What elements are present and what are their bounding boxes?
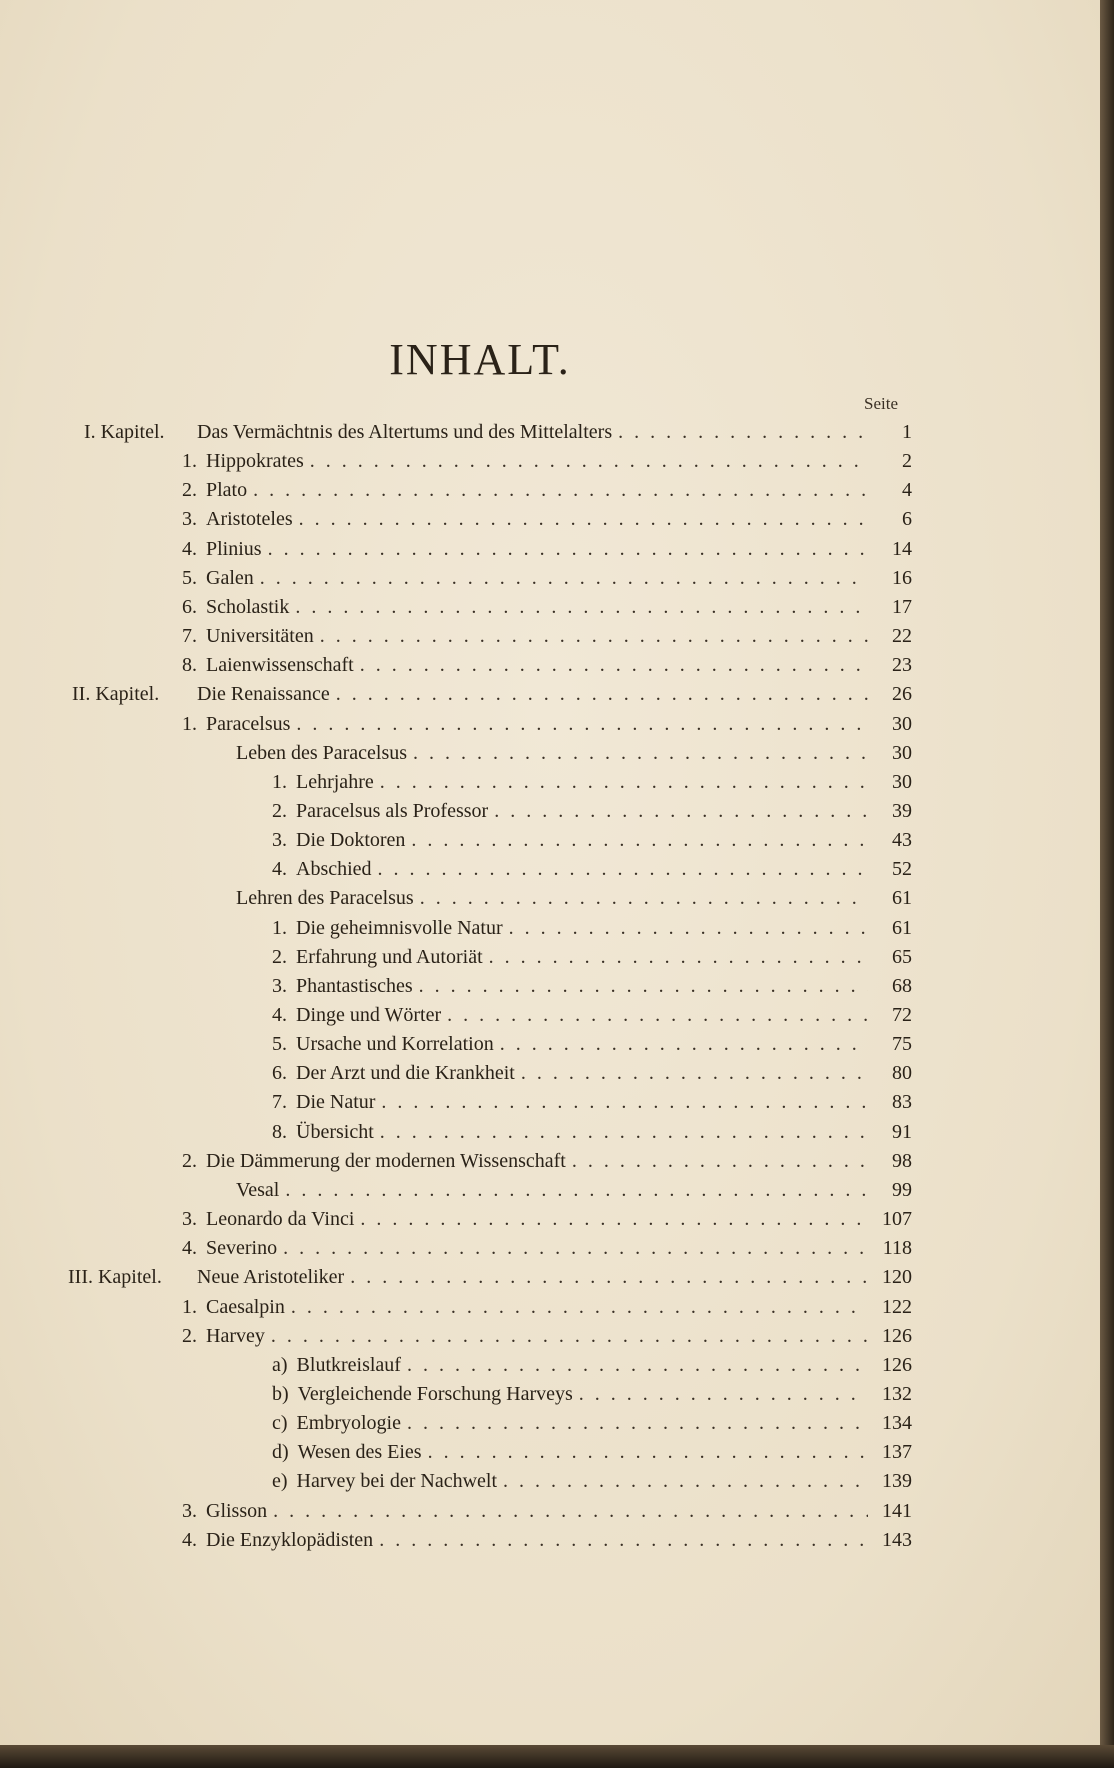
toc-entry[interactable]	[272, 1409, 912, 1437]
toc-entry[interactable]	[182, 476, 912, 504]
toc-entry[interactable]	[182, 1526, 912, 1554]
toc-entry-label: Der Arzt und die Krankheit	[296, 1062, 515, 1084]
toc-entry-label: Aristoteles	[206, 508, 293, 530]
toc-leader-dots	[350, 1263, 868, 1291]
toc-entry-number: 4.	[182, 1529, 197, 1551]
toc-leader-dots	[360, 651, 868, 679]
toc-leader-dots	[273, 1497, 868, 1525]
toc-entry[interactable]	[272, 826, 912, 854]
toc-entry-label: Vesal	[236, 1179, 280, 1201]
toc-entry[interactable]	[182, 447, 912, 475]
toc-leader-dots	[271, 1322, 868, 1350]
toc-leader-dots	[509, 914, 868, 942]
toc-entry-label: Die geheimnisvolle Natur	[296, 917, 503, 939]
toc-entry-number: 1.	[182, 1296, 197, 1318]
toc-entry-label: Paracelsus als Professor	[296, 800, 489, 822]
toc-page-number: 65	[892, 946, 912, 968]
toc-page-number: 80	[892, 1062, 912, 1084]
toc-entry-number: 4.	[272, 1004, 287, 1026]
toc-leader-dots	[618, 418, 868, 446]
toc-entry[interactable]	[182, 1497, 912, 1525]
toc-entry[interactable]	[197, 680, 912, 708]
toc-entry[interactable]	[182, 710, 912, 738]
toc-entry[interactable]	[272, 943, 912, 971]
toc-leader-dots	[413, 739, 868, 767]
toc-leader-dots	[285, 1176, 868, 1204]
toc-entry-label: Die Natur	[296, 1091, 376, 1113]
toc-page-number: 91	[892, 1121, 912, 1143]
toc-entry-label: Die Renaissance	[197, 683, 330, 705]
toc-entry[interactable]	[182, 1293, 912, 1321]
toc-entry[interactable]	[182, 593, 912, 621]
toc-entry[interactable]	[182, 1234, 912, 1262]
toc-entry-number: c)	[272, 1412, 288, 1434]
toc-leader-dots	[428, 1438, 868, 1466]
toc-entry[interactable]	[182, 1322, 912, 1350]
toc-entry-label: Dinge und Wörter	[296, 1004, 442, 1026]
toc-page-number: 61	[892, 917, 912, 939]
toc-leader-dots	[295, 593, 868, 621]
chapter-heading: II. Kapitel.	[72, 683, 160, 705]
toc-entry-number: 3.	[182, 1208, 197, 1230]
toc-entry[interactable]	[236, 1176, 912, 1204]
toc-entry-number: 3.	[182, 508, 197, 530]
toc-page-number: 141	[882, 1500, 912, 1522]
toc-page-number: 17	[892, 596, 912, 618]
toc-page-number: 137	[882, 1441, 912, 1463]
toc-page-number: 61	[892, 887, 912, 909]
toc-entry-number: 4.	[182, 538, 197, 560]
toc-entry-label: Phantastisches	[296, 975, 413, 997]
toc-leader-dots	[310, 447, 868, 475]
toc-entry-label: Caesalpin	[206, 1296, 285, 1318]
toc-entry-label: Ursache und Korrelation	[296, 1033, 494, 1055]
toc-page-number: 134	[882, 1412, 912, 1434]
toc-entry-label: Wesen des Eies	[297, 1441, 422, 1463]
toc-entry[interactable]	[272, 1001, 912, 1029]
page-column-header: Seite	[864, 394, 898, 413]
toc-entry-number: 2.	[182, 1150, 197, 1172]
toc-leader-dots	[420, 884, 868, 912]
chapter-heading: I. Kapitel.	[84, 421, 165, 443]
toc-page-number: 118	[882, 1237, 912, 1259]
toc-entry-label: Übersicht	[296, 1121, 374, 1143]
toc-entry-number: 2.	[272, 800, 287, 822]
toc-entry[interactable]	[197, 1263, 912, 1291]
toc-entry-label: Plinius	[206, 538, 262, 560]
toc-entry-label: Paracelsus	[206, 713, 291, 735]
toc-leader-dots	[299, 505, 868, 533]
toc-entry-number: b)	[272, 1383, 289, 1405]
page-edge-bottom	[0, 1745, 1114, 1768]
toc-entry-number: a)	[272, 1354, 288, 1376]
toc-entry-number: 4.	[272, 858, 287, 880]
toc-page-number: 39	[892, 800, 912, 822]
toc-leader-dots	[407, 1409, 868, 1437]
toc-entry-label: Vergleichende Forschung Harveys	[297, 1383, 573, 1405]
toc-entry-number: d)	[272, 1441, 289, 1463]
toc-entry[interactable]	[272, 1059, 912, 1087]
toc-entry-number: 3.	[182, 1500, 197, 1522]
toc-entry-label: Universitäten	[206, 625, 314, 647]
toc-entry-number: e)	[272, 1470, 288, 1492]
toc-entry-number: 1.	[272, 771, 287, 793]
toc-entry-label: Leben des Paracelsus	[236, 742, 408, 764]
toc-page-number: 139	[882, 1470, 912, 1492]
toc-leader-dots	[360, 1205, 868, 1233]
toc-page-number: 16	[892, 567, 912, 589]
toc-leader-dots	[378, 855, 868, 883]
toc-leader-dots	[291, 1293, 868, 1321]
toc-page-number: 120	[882, 1266, 912, 1288]
toc-leader-dots	[494, 797, 868, 825]
toc-entry[interactable]	[236, 884, 912, 912]
toc-entry[interactable]	[272, 1380, 912, 1408]
toc-entry-number: 5.	[182, 567, 197, 589]
toc-entry[interactable]	[272, 768, 912, 796]
toc-page-number: 43	[892, 829, 912, 851]
toc-entry-number: 1.	[182, 450, 197, 472]
toc-page-number: 26	[892, 683, 912, 705]
toc-page-number: 107	[882, 1208, 912, 1230]
toc-page-number: 6	[902, 508, 912, 530]
toc-page-number: 99	[892, 1179, 912, 1201]
page-title: INHALT.	[389, 335, 571, 384]
toc-entry-label: Leonardo da Vinci	[206, 1208, 355, 1230]
toc-entry[interactable]	[272, 1118, 912, 1146]
toc-entry-number: 8.	[272, 1121, 287, 1143]
toc-entry[interactable]	[182, 1205, 912, 1233]
toc-entry-label: Blutkreislauf	[296, 1354, 401, 1376]
toc-leader-dots	[447, 1001, 868, 1029]
toc-entry[interactable]	[272, 1438, 912, 1466]
toc-entry[interactable]	[182, 564, 912, 592]
toc-entry[interactable]	[272, 797, 912, 825]
toc-entry-label: Erfahrung und Autoriät	[296, 946, 483, 968]
toc-entry[interactable]	[272, 855, 912, 883]
toc-page-number: 22	[892, 625, 912, 647]
toc-leader-dots	[283, 1234, 868, 1262]
page-edge-right	[1100, 0, 1114, 1768]
toc-entry-label: Harvey bei der Nachwelt	[296, 1470, 498, 1492]
toc-entry[interactable]	[197, 418, 912, 446]
toc-page-number: 4	[902, 479, 912, 501]
toc-entry[interactable]	[272, 914, 912, 942]
toc-entry-number: 2.	[182, 1325, 197, 1347]
toc-entry-label: Abschied	[296, 858, 372, 880]
toc-entry-label: Die Enzyklopädisten	[206, 1529, 374, 1551]
toc-entry-label: Harvey	[206, 1325, 265, 1347]
toc-entry-number: 1.	[272, 917, 287, 939]
toc-page-number: 126	[882, 1325, 912, 1347]
toc-leader-dots	[381, 1088, 868, 1116]
toc-page-number: 1	[902, 421, 912, 443]
toc-entry-number: 7.	[182, 625, 197, 647]
toc-entry-label: Die Dämmerung der modernen Wissenschaft	[206, 1150, 566, 1172]
toc-page-number: 30	[892, 713, 912, 735]
toc-entry-label: Lehrjahre	[296, 771, 374, 793]
toc-page-number: 83	[892, 1091, 912, 1113]
toc-entry-label: Neue Aristoteliker	[197, 1266, 345, 1288]
toc-entry[interactable]	[236, 739, 912, 767]
toc-entry-label: Embryologie	[296, 1412, 401, 1434]
toc-entry[interactable]	[272, 1351, 912, 1379]
toc-leader-dots	[579, 1380, 868, 1408]
toc-leader-dots	[500, 1030, 868, 1058]
toc-entry-label: Laienwissenschaft	[206, 654, 354, 676]
toc-entry-number: 4.	[182, 1237, 197, 1259]
toc-leader-dots	[260, 564, 868, 592]
toc-page-number: 75	[892, 1033, 912, 1055]
toc-page-number: 23	[892, 654, 912, 676]
toc-page-number: 30	[892, 771, 912, 793]
toc-entry[interactable]	[272, 1088, 912, 1116]
toc-entry-label: Galen	[206, 567, 254, 589]
toc-entry[interactable]	[182, 535, 912, 563]
toc-page-number: 68	[892, 975, 912, 997]
toc-leader-dots	[296, 710, 868, 738]
toc-entry-label: Das Vermächtnis des Altertums und des Mittelalters	[197, 421, 613, 443]
toc-entry-label: Plato	[206, 479, 248, 501]
toc-page-number: 98	[892, 1150, 912, 1172]
toc-leader-dots	[379, 1526, 868, 1554]
toc-entry-number: 2.	[182, 479, 197, 501]
toc-entry[interactable]	[182, 1147, 912, 1175]
toc-entry[interactable]	[272, 1030, 912, 1058]
toc-entry[interactable]	[272, 972, 912, 1000]
toc-leader-dots	[336, 680, 868, 708]
toc-entry-number: 6.	[272, 1062, 287, 1084]
toc-page-number: 132	[882, 1383, 912, 1405]
toc-leader-dots	[489, 943, 868, 971]
toc-leader-dots	[419, 972, 868, 1000]
toc-entry[interactable]	[182, 651, 912, 679]
toc-entry-label: Hippokrates	[206, 450, 304, 472]
toc-leader-dots	[411, 826, 868, 854]
toc-leader-dots	[521, 1059, 868, 1087]
toc-leader-dots	[380, 768, 868, 796]
toc-page-number: 30	[892, 742, 912, 764]
toc-entry-number: 6.	[182, 596, 197, 618]
chapter-heading: III. Kapitel.	[68, 1266, 162, 1288]
toc-entry-label: Severino	[206, 1237, 278, 1259]
toc-entry-number: 2.	[272, 946, 287, 968]
toc-leader-dots	[572, 1147, 868, 1175]
toc-page-number: 52	[892, 858, 912, 880]
toc-leader-dots	[320, 622, 868, 650]
toc-leader-dots	[253, 476, 868, 504]
toc-leader-dots	[407, 1351, 868, 1379]
toc-entry-number: 3.	[272, 975, 287, 997]
toc-entry-label: Die Doktoren	[296, 829, 406, 851]
toc-entry-number: 5.	[272, 1033, 287, 1055]
toc-entry-number: 8.	[182, 654, 197, 676]
toc-entry[interactable]	[182, 505, 912, 533]
toc-entry[interactable]	[182, 622, 912, 650]
toc-page-number: 143	[882, 1529, 912, 1551]
toc-entry-number: 1.	[182, 713, 197, 735]
toc-page-number: 122	[882, 1296, 912, 1318]
toc-page-number: 126	[882, 1354, 912, 1376]
toc-page-number: 2	[902, 450, 912, 472]
toc-page-number: 14	[892, 538, 912, 560]
toc-entry-label: Scholastik	[206, 596, 290, 618]
toc-entry-number: 7.	[272, 1091, 287, 1113]
toc-entry-label: Lehren des Paracelsus	[236, 887, 414, 909]
toc-leader-dots	[268, 535, 868, 563]
toc-leader-dots	[503, 1467, 868, 1495]
toc-entry-label: Glisson	[206, 1500, 268, 1522]
toc-entry[interactable]	[272, 1467, 912, 1495]
toc-page-number: 72	[892, 1004, 912, 1026]
toc-entry-number: 3.	[272, 829, 287, 851]
toc-leader-dots	[380, 1118, 868, 1146]
